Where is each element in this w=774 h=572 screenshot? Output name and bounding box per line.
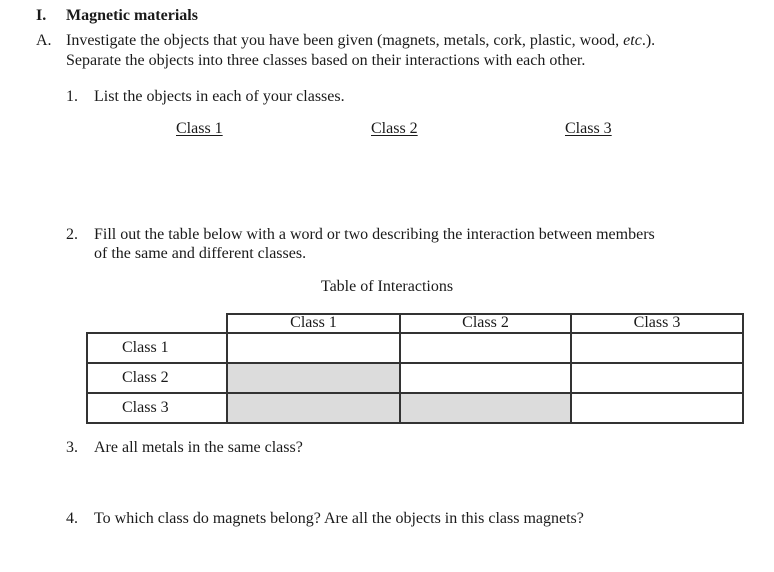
column-header: Class 3 xyxy=(571,314,743,333)
part-a-line-1-end: .). xyxy=(641,32,656,49)
interactions-table xyxy=(86,313,744,424)
section-heading xyxy=(36,7,198,25)
answer-cell[interactable] xyxy=(571,333,743,363)
class-1-header: Class 1 xyxy=(176,120,223,137)
question-number: 3. xyxy=(66,439,78,456)
part-a-etc: etc xyxy=(623,32,642,49)
table-row xyxy=(87,393,743,423)
row-header: Class 1 xyxy=(87,333,227,363)
question-text: To which class do magnets belong? Are all the objects in this class magnets? xyxy=(94,510,584,527)
shaded-cell xyxy=(400,393,571,423)
table-row xyxy=(87,363,743,393)
class-3-header: Class 3 xyxy=(565,120,612,137)
table-title: Table of Interactions xyxy=(320,278,454,295)
table-header-row xyxy=(87,314,743,333)
part-a-line-1 xyxy=(66,31,655,51)
class-2-header: Class 2 xyxy=(371,120,418,137)
section-number: I. xyxy=(36,7,47,24)
question-number: 2. xyxy=(66,226,78,243)
question-text-line-1: Fill out the table below with a word or two describing the interaction between members xyxy=(94,226,655,243)
answer-cell[interactable] xyxy=(227,333,400,363)
shaded-cell xyxy=(227,363,400,393)
answer-cell[interactable] xyxy=(400,363,571,393)
column-header: Class 2 xyxy=(400,314,571,333)
part-a-line-1-text: Investigate the objects that you have been given (magnets, metals, cork, plastic, wood, xyxy=(66,32,624,49)
question-number: 4. xyxy=(66,510,78,527)
question-text: Are all metals in the same class? xyxy=(94,439,303,456)
question-text-line-2: of the same and different classes. xyxy=(94,245,307,262)
shaded-cell xyxy=(227,393,400,423)
answer-cell[interactable] xyxy=(571,363,743,393)
question-number: 1. xyxy=(66,88,78,105)
column-header: Class 1 xyxy=(227,314,400,333)
row-header: Class 2 xyxy=(87,363,227,393)
row-header: Class 3 xyxy=(87,393,227,423)
answer-cell[interactable] xyxy=(400,333,571,363)
answer-cell[interactable] xyxy=(571,393,743,423)
question-text: List the objects in each of your classes. xyxy=(94,88,345,105)
part-a-line-2: Separate the objects into three classes based on their interactions with each other. xyxy=(66,52,586,69)
part-a-label: A. xyxy=(36,32,52,49)
section-title: Magnetic materials xyxy=(66,7,198,24)
table-corner-cell xyxy=(87,314,227,333)
table-row xyxy=(87,333,743,363)
